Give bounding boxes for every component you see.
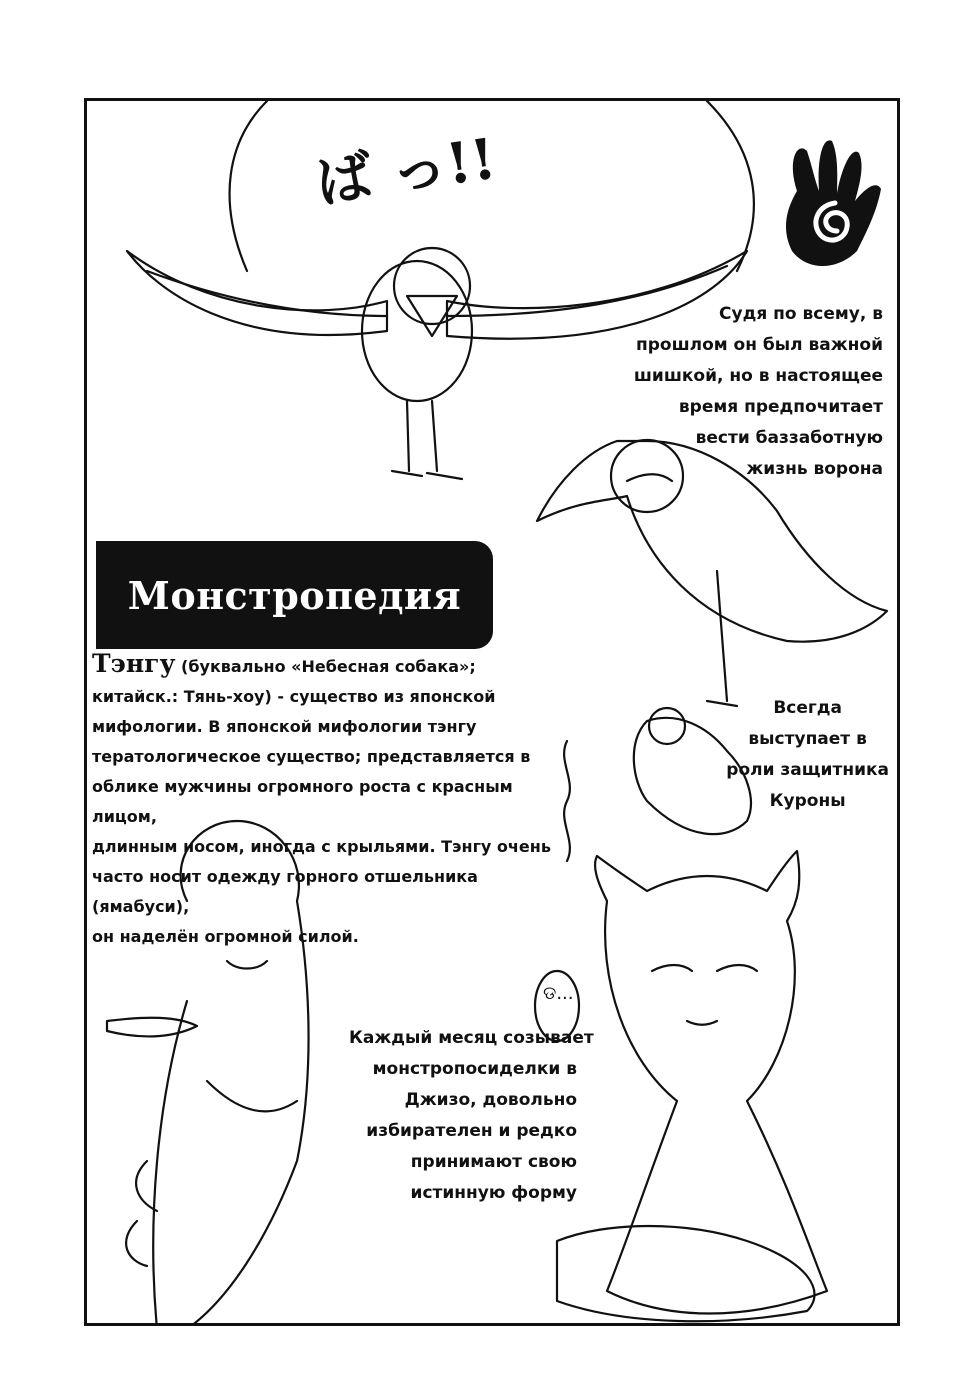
- caption-crow: [634, 299, 883, 485]
- caption-line: время предпочитает: [678, 397, 883, 417]
- page-title: Монстропедия: [127, 572, 462, 618]
- cat-girl: [595, 851, 827, 1314]
- article-line: облике мужчины огромного роста с красным лицом,: [92, 777, 513, 826]
- caption-line: Куроны: [769, 791, 846, 811]
- article-line: длинным носом, иногда с крыльями. Тэнгу очень: [92, 837, 551, 856]
- caption-line: Каждый месяц созывает: [349, 1028, 594, 1048]
- article-line: китайск.: Тянь-хоу) - существо из японской: [92, 687, 496, 706]
- caption-protector: [726, 693, 889, 817]
- caption-line: избирателен и редко: [366, 1121, 577, 1141]
- caption-line: жизнь ворона: [746, 459, 883, 479]
- caption-line: вести баззаботную: [695, 428, 883, 448]
- caption-line: шишкой, но в настоящее: [633, 366, 883, 386]
- article-line: (буквально «Небесная собака»;: [175, 657, 476, 676]
- article-line: тератологическое существо; представляется в: [92, 747, 531, 766]
- caption-line: Всегда: [773, 698, 842, 718]
- caption-line: принимают свою: [410, 1152, 577, 1172]
- article-term: Тэнгу: [92, 649, 176, 678]
- article-line: часто носит одежду горного отшельника (ямабуси),: [92, 867, 478, 916]
- caption-line: Джизо, довольно: [404, 1090, 577, 1110]
- caption-line: монстропосиделки в: [372, 1059, 577, 1079]
- caption-line: истинную форму: [410, 1183, 577, 1203]
- caption-line: выступает в: [748, 729, 867, 749]
- caption-line: Судя по всему, в: [719, 304, 883, 324]
- thought-bubble-text: ଡ...: [543, 983, 574, 1004]
- sound-effect-text: ば っ!!: [311, 125, 500, 217]
- caption-monthly: [349, 1023, 594, 1209]
- caption-line: роли защитника: [726, 760, 889, 780]
- article-text: [92, 649, 572, 952]
- monstropedia-title-box: [96, 541, 493, 649]
- article-line: он наделён огромной силой.: [92, 927, 359, 946]
- article-line: мифологии. В японской мифологии тэнгу: [92, 717, 477, 736]
- manga-page-panel: [84, 98, 900, 1326]
- hand-spiral-icon: [786, 140, 881, 266]
- caption-line: прошлом он был важной: [635, 335, 883, 355]
